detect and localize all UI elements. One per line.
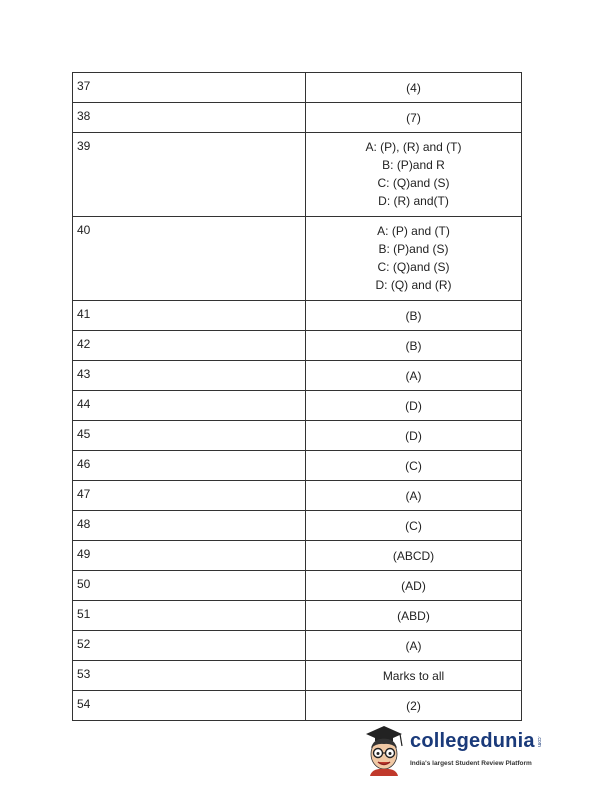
question-number-cell: 48 bbox=[73, 511, 306, 541]
answer-cell bbox=[306, 133, 522, 217]
table-row bbox=[73, 451, 522, 481]
answer-line: (B) bbox=[405, 309, 422, 323]
question-number-cell: 44 bbox=[73, 391, 306, 421]
answer-cell bbox=[306, 511, 522, 541]
question-number-cell: 41 bbox=[73, 301, 306, 331]
question-number-cell: 43 bbox=[73, 361, 306, 391]
answer-line: B: (P)and R bbox=[382, 158, 445, 172]
answer-cell bbox=[306, 571, 522, 601]
question-number-cell: 54 bbox=[73, 691, 306, 721]
table-row bbox=[73, 421, 522, 451]
table-row bbox=[73, 133, 522, 217]
table-row bbox=[73, 511, 522, 541]
answer-cell bbox=[306, 331, 522, 361]
answer-line: D: (Q) and (R) bbox=[375, 278, 452, 292]
answer-cell bbox=[306, 391, 522, 421]
table-row bbox=[73, 391, 522, 421]
question-number-cell: 51 bbox=[73, 601, 306, 631]
mascot-icon bbox=[358, 720, 408, 776]
answer-line: (A) bbox=[405, 489, 422, 503]
answer-line: (2) bbox=[406, 699, 421, 713]
answer-line: (B) bbox=[405, 339, 422, 353]
question-number-cell: 52 bbox=[73, 631, 306, 661]
answer-cell bbox=[306, 631, 522, 661]
answer-line: A: (P), (R) and (T) bbox=[365, 140, 462, 154]
logo-dotcom-text: .com bbox=[536, 736, 542, 747]
answer-cell bbox=[306, 661, 522, 691]
answer-cell bbox=[306, 541, 522, 571]
question-number-cell: 42 bbox=[73, 331, 306, 361]
answer-line: (AD) bbox=[401, 579, 426, 593]
answer-cell bbox=[306, 691, 522, 721]
answer-key-table bbox=[72, 72, 522, 721]
answer-line: A: (P) and (T) bbox=[377, 224, 450, 238]
answer-line: (ABD) bbox=[397, 609, 430, 623]
answer-line: (D) bbox=[405, 429, 422, 443]
question-number-cell: 39 bbox=[73, 133, 306, 217]
question-number-cell: 53 bbox=[73, 661, 306, 691]
answer-line: (D) bbox=[405, 399, 422, 413]
answer-line: (C) bbox=[405, 459, 422, 473]
table-row bbox=[73, 103, 522, 133]
answer-cell bbox=[306, 217, 522, 301]
question-number-cell: 37 bbox=[73, 73, 306, 103]
table-row bbox=[73, 331, 522, 361]
answer-cell bbox=[306, 103, 522, 133]
answer-cell bbox=[306, 301, 522, 331]
table-row bbox=[73, 661, 522, 691]
table-row bbox=[73, 361, 522, 391]
answer-line: (A) bbox=[405, 369, 422, 383]
table-row bbox=[73, 217, 522, 301]
question-number-cell: 50 bbox=[73, 571, 306, 601]
table-row bbox=[73, 601, 522, 631]
answer-cell bbox=[306, 451, 522, 481]
answer-cell bbox=[306, 361, 522, 391]
answer-line: B: (P)and (S) bbox=[378, 242, 449, 256]
answer-line: (ABCD) bbox=[392, 549, 435, 563]
table-row bbox=[73, 541, 522, 571]
answer-line: (A) bbox=[405, 639, 422, 653]
answer-line: (C) bbox=[405, 519, 422, 533]
answer-cell bbox=[306, 481, 522, 511]
table-row bbox=[73, 73, 522, 103]
question-number-cell: 40 bbox=[73, 217, 306, 301]
answer-cell bbox=[306, 73, 522, 103]
question-number-cell: 47 bbox=[73, 481, 306, 511]
table-row bbox=[73, 301, 522, 331]
logo-brand-text: collegedunia bbox=[410, 730, 535, 752]
answer-line: D: (R) and(T) bbox=[378, 194, 449, 208]
answer-line: (4) bbox=[406, 81, 421, 95]
question-number-cell: 49 bbox=[73, 541, 306, 571]
answer-line: C: (Q)and (S) bbox=[377, 176, 450, 190]
answer-line: Marks to all bbox=[382, 669, 445, 683]
logo-tagline: India's largest Student Review Platform bbox=[410, 760, 532, 767]
answer-cell bbox=[306, 601, 522, 631]
answer-line: C: (Q)and (S) bbox=[377, 260, 450, 274]
collegedunia-logo bbox=[358, 720, 548, 780]
answer-line: (7) bbox=[406, 111, 421, 125]
question-number-cell: 46 bbox=[73, 451, 306, 481]
table-row bbox=[73, 631, 522, 661]
question-number-cell: 45 bbox=[73, 421, 306, 451]
answer-cell bbox=[306, 421, 522, 451]
question-number-cell: 38 bbox=[73, 103, 306, 133]
table-row bbox=[73, 571, 522, 601]
table-row bbox=[73, 691, 522, 721]
table-row bbox=[73, 481, 522, 511]
